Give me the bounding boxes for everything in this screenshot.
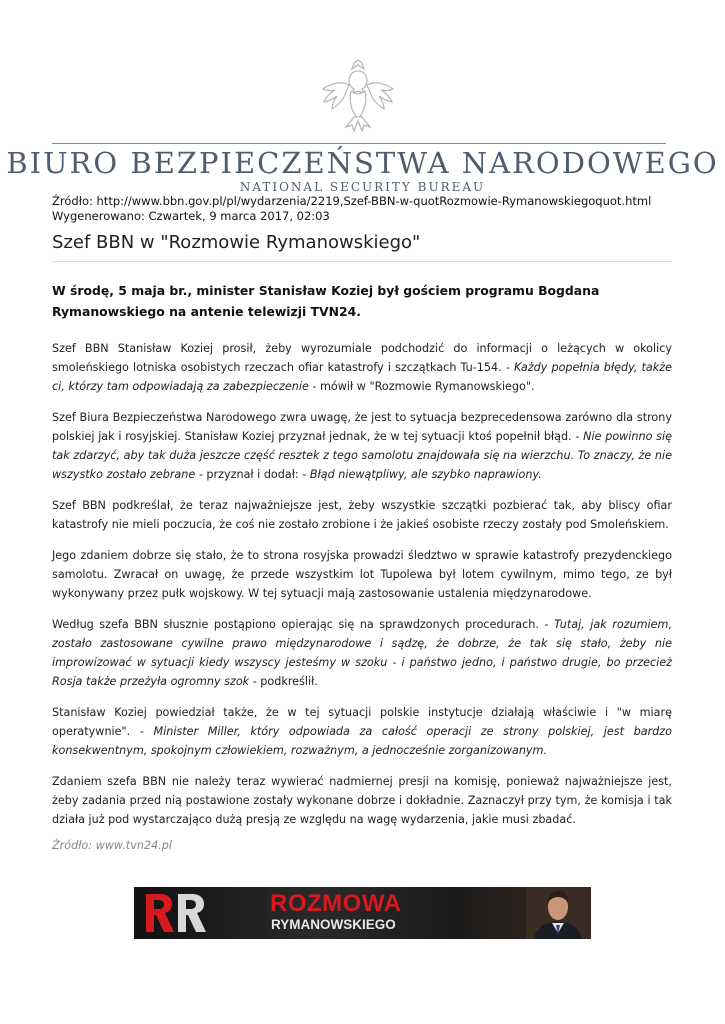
page-header	[0, 0, 725, 200]
title-divider	[52, 261, 672, 262]
rozmowa-rymanowskiego-banner	[134, 887, 591, 939]
paragraph-3: Szef BBN podkreślał, że teraz najważniejsze jest, żeby wszystkie szczątki pozbierać tak, aby bliscy ofiar katastrofy nie mieli poczucia, że coś nie zostało zrobione i że jakieś osobiste rzeczy zostały pod Smoleńskiem.	[52, 499, 672, 531]
paragraph-5	[52, 615, 672, 691]
host-portrait-icon	[526, 887, 591, 939]
document-meta	[52, 194, 672, 224]
paragraph-1	[52, 339, 672, 396]
organization-name: BIURO BEZPIECZEŃSTWA NARODOWEGO	[6, 146, 719, 180]
paragraph-1-text-end: - mówił w "Rozmowie Rymanowskiego".	[308, 380, 535, 393]
paragraph-1-quote: Każdy popełnia błędy, także ci, którzy tam odpowiadają za zabezpieczenie	[52, 361, 672, 393]
header-divider	[52, 143, 666, 144]
paragraph-5-text-end: - podkreślił.	[249, 675, 318, 688]
article-title: Szef BBN w "Rozmowie Rymanowskiego"	[52, 232, 421, 253]
paragraph-6-text: Stanisław Koziej powiedział także, że w tej sytuacji polskie instytucje działają właściwie i "w miarę operatywnie". -	[52, 706, 672, 738]
paragraph-5-text: Według szefa BBN słusznie postąpiono opierając się na sprawdzonych procedurach. -	[52, 618, 555, 631]
organization-name-english: NATIONAL SECURITY BUREAU	[239, 180, 486, 194]
banner-subtitle: RYMANOWSKIEGO	[271, 917, 396, 932]
article-source: Źródło: www.tvn24.pl	[52, 839, 172, 852]
banner-title: ROZMOWA	[270, 890, 402, 917]
paragraph-6	[52, 703, 672, 760]
paragraph-2	[52, 408, 672, 484]
rr-logo-icon	[142, 890, 212, 936]
paragraph-7: Zdaniem szefa BBN nie należy teraz wywierać nadmiernej presji na komisję, ponieważ najważniejsze jest, żeby zadania przed nią postawione zostały wykonane dobrze i dokładnie. Zaznaczył przy tym, że komisja i tak działa już pod wystarczająco dużą presją ze względu na wagę wydarzenia, jakie musi zbadać.	[52, 775, 672, 826]
article-body	[52, 339, 672, 841]
source-url-line: Źródło: http://www.bbn.gov.pl/pl/wydarzenia/2219,Szef-BBN-w-quotRozmowie-Rymanowskiegoquot.html	[52, 194, 652, 208]
paragraph-6-quote: Minister Miller, który odpowiada za całość operacji ze strony polskiej, jest bardzo konsekwentnym, spokojnym człowiekiem, rozważnym, a jednocześnie zorganizowanym.	[52, 725, 672, 757]
paragraph-2-text-mid: - przyznał i dodał: -	[195, 468, 310, 481]
paragraph-4: Jego zdaniem dobrze się stało, że to strona rosyjska prowadzi śledztwo w sprawie katastrofy prezydenckiego samolotu. Zwracał on uwagę, że przede wszystkim lot Tupolewa był lotem cywilnym, mimo tego, ze był wykonywany przez pułk wojskowy. W tej sytuacji mają zastosowanie ustalenia międzynarodowe.	[52, 549, 672, 600]
paragraph-2-text: Szef Biura Bezpieczeństwa Narodowego zwra uwagę, że jest to sytuacja bezprecedensowa zarówno dla strony polskiej jak i rosyjskiej. Stanisław Koziej przyznał jednak, że w tej sytuacji ktoś popełnił błąd. -	[52, 411, 672, 443]
polish-eagle-emblem-icon	[318, 55, 398, 135]
generated-date-line: Wygenerowano: Czwartek, 9 marca 2017, 02:03	[52, 209, 330, 223]
article-lead: W środę, 5 maja br., minister Stanisław Koziej był gościem programu Bogdana Rymanowskiego na antenie telewizji TVN24.	[52, 283, 600, 319]
paragraph-2-quote: Nie powinno się tak zdarzyć, aby tak duża jeszcze część resztek z tego samolotu znajdowała się na wierzchu. To znaczy, że nie wszystko zostało zebrane	[52, 430, 672, 481]
paragraph-2-quote-end: Błąd niewątpliwy, ale szybko naprawiony.	[309, 468, 542, 481]
paragraph-1-text: Szef BBN Stanisław Koziej prosił, żeby wyrozumiale podchodzić do informacji o leżących w okolicy smoleńskiego lotniska osobistych rzeczach ofiar katastrofy i szczątkach Tu-154. -	[52, 342, 672, 374]
paragraph-5-quote: Tutaj, jak rozumiem, zostało zastosowane cywilne prawo międzynarodowe i sądzę, że dobrze, że tak się stało, żeby nie improwizować w sytuacji kiedy wszyscy jesteśmy w szoku - i państwo jedno, i państwo drugie, bo przecież Rosja także przeżyła ogromny szok	[52, 618, 672, 688]
